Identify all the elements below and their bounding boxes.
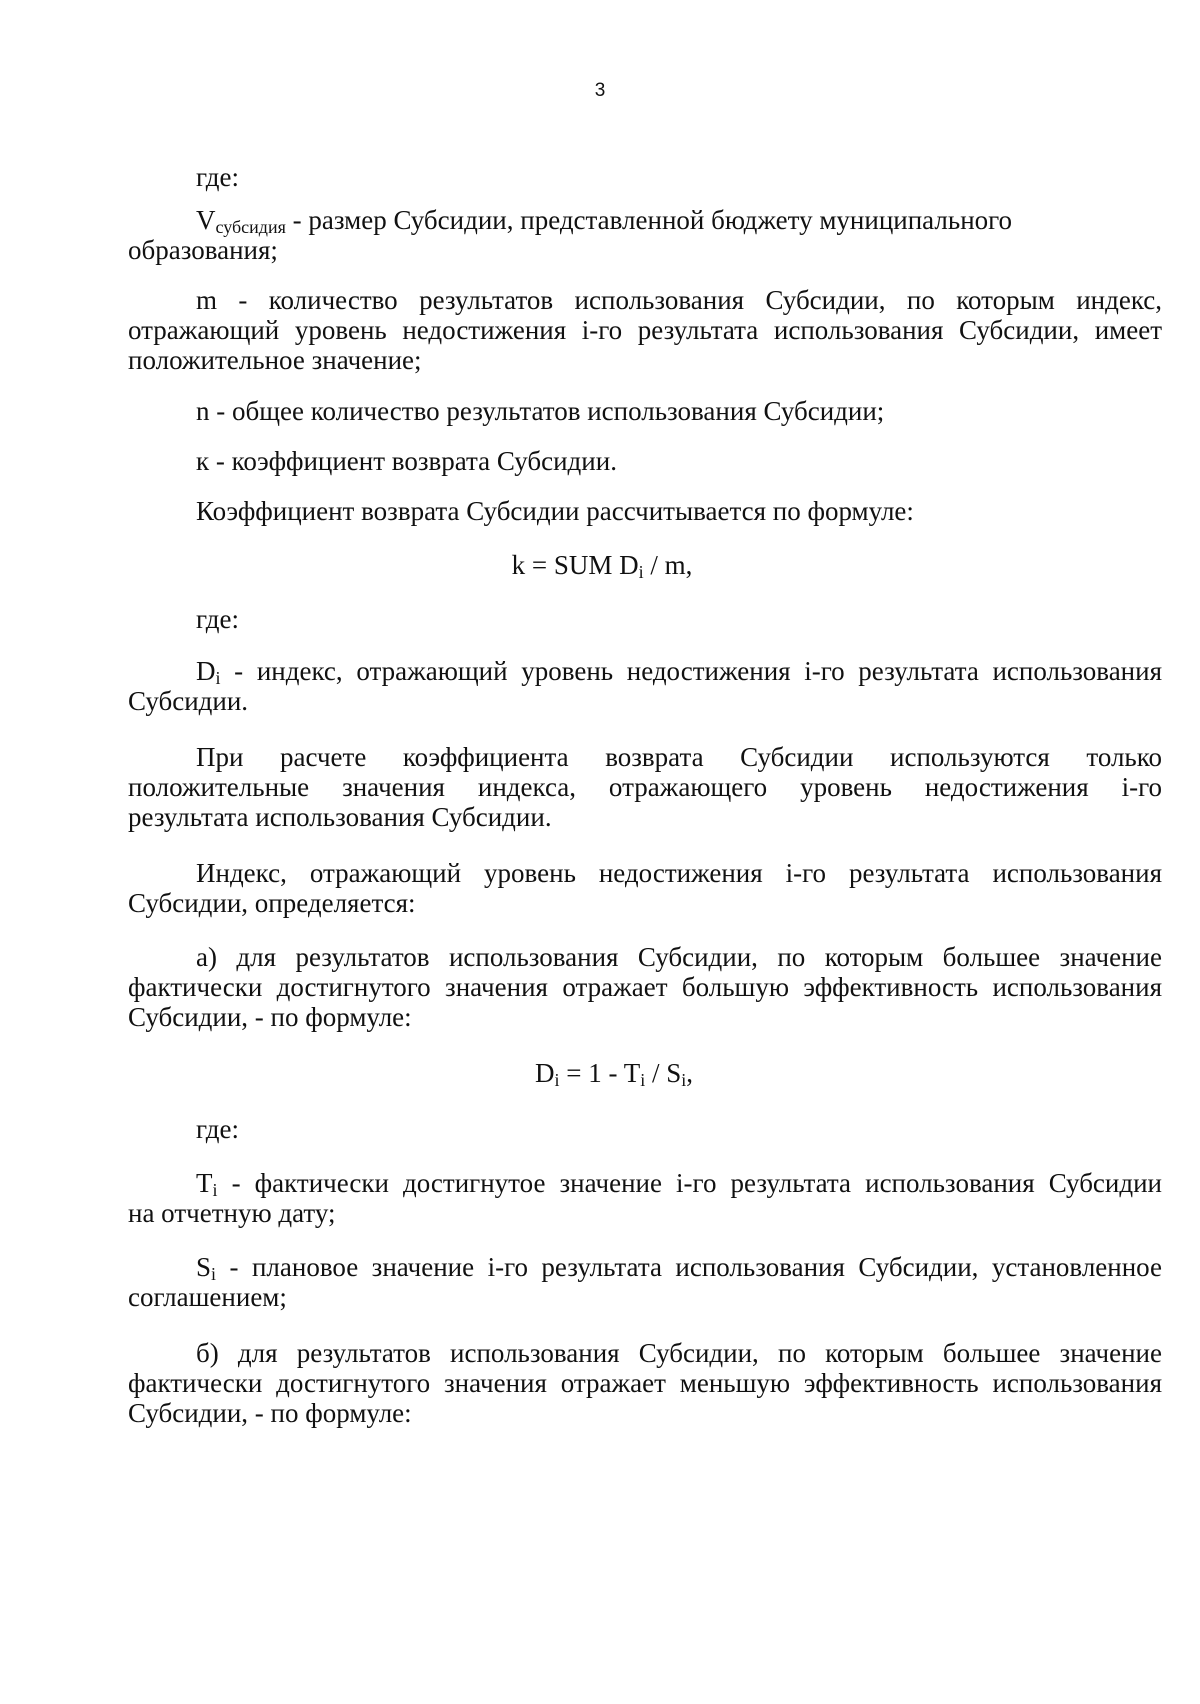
calculation-note-line-3: результата использования Субсидии.: [128, 802, 552, 832]
definition-v-text: - размер Субсидии, представленной бюджету муниципального: [285, 205, 1013, 235]
symbol-s: S: [196, 1252, 212, 1282]
symbol-d-subscript: i: [215, 668, 221, 688]
formula-di-part-c: / S: [645, 1058, 682, 1088]
where-label-3: где:: [196, 1114, 239, 1144]
calculation-note-line-1: При расчете коэффициента возврата Субсидии используются только: [196, 742, 1162, 772]
definition-di-line-2: Субсидии.: [128, 686, 249, 716]
case-b-line-1: б) для результатов использования Субсидии, по которым большее значение: [196, 1338, 1162, 1368]
case-a-line-2: фактически достигнутого значения отражает большую эффективность использования: [128, 972, 1162, 1002]
symbol-t-subscript: i: [212, 1180, 218, 1200]
definition-v-subsidy-line-1: [196, 203, 1162, 237]
symbol-s-subscript: i: [211, 1264, 217, 1284]
formula-k: [2, 548, 1200, 582]
definition-m-line-2: отражающий уровень недостижения i-го результата использования Субсидии, имеет: [128, 315, 1162, 345]
definition-m-line-1: m - количество результатов использования Субсидии, по которым индекс,: [196, 285, 1162, 315]
formula-k-subscript: i: [638, 562, 644, 582]
definition-si-line-2: соглашением;: [128, 1282, 287, 1312]
definition-di-line-1: [196, 654, 1162, 688]
formula-k-part-b: / m,: [643, 550, 693, 580]
index-definition-line-1: Индекс, отражающий уровень недостижения i-го результата использования: [196, 858, 1162, 888]
case-b-line-2: фактически достигнутого значения отражает меньшую эффективность использования: [128, 1368, 1162, 1398]
coefficient-intro: Коэффициент возврата Субсидии рассчитывается по формуле:: [196, 496, 914, 526]
definition-n: n - общее количество результатов использования Субсидии;: [196, 396, 885, 426]
definition-ti-line-2: на отчетную дату;: [128, 1198, 336, 1228]
definition-k: к - коэффициент возврата Субсидии.: [196, 446, 617, 476]
formula-di: [14, 1056, 1200, 1090]
case-a-line-1: а) для результатов использования Субсидии, по которым большее значение: [196, 942, 1162, 972]
definition-ti-text: - фактически достигнутое значение i-го результата использования Субсидии: [217, 1168, 1162, 1198]
where-label-2: где:: [196, 604, 239, 634]
page-number: 3: [594, 80, 606, 101]
symbol-v: V: [196, 205, 216, 235]
formula-di-part-d: ,: [686, 1058, 694, 1088]
symbol-v-subscript: субсидия: [215, 217, 286, 237]
case-a-line-3: Субсидии, - по формуле:: [128, 1002, 412, 1032]
definition-ti-line-1: [196, 1166, 1162, 1200]
formula-di-subscript-a: i: [554, 1070, 560, 1090]
definition-si-text: - плановое значение i-го результата использования Субсидии, установленное: [216, 1252, 1162, 1282]
where-label: где:: [196, 162, 239, 192]
formula-k-part-a: k = SUM D: [511, 550, 639, 580]
symbol-d: D: [196, 656, 216, 686]
definition-si-line-1: [196, 1250, 1162, 1284]
definition-m-line-3: положительное значение;: [128, 345, 422, 375]
definition-di-text: - индекс, отражающий уровень недостижения i-го результата использования: [220, 656, 1162, 686]
definition-v-subsidy-line-2: образования;: [128, 235, 278, 265]
formula-di-subscript-b: i: [640, 1070, 646, 1090]
formula-di-subscript-c: i: [681, 1070, 687, 1090]
formula-di-part-b: = 1 - T: [559, 1058, 641, 1088]
case-b-line-3: Субсидии, - по формуле:: [128, 1398, 412, 1428]
symbol-t: T: [196, 1168, 213, 1198]
index-definition-line-2: Субсидии, определяется:: [128, 888, 416, 918]
formula-di-part-a: D: [534, 1058, 555, 1088]
calculation-note-line-2: положительные значения индекса, отражающего уровень недостижения i-го: [128, 772, 1162, 802]
